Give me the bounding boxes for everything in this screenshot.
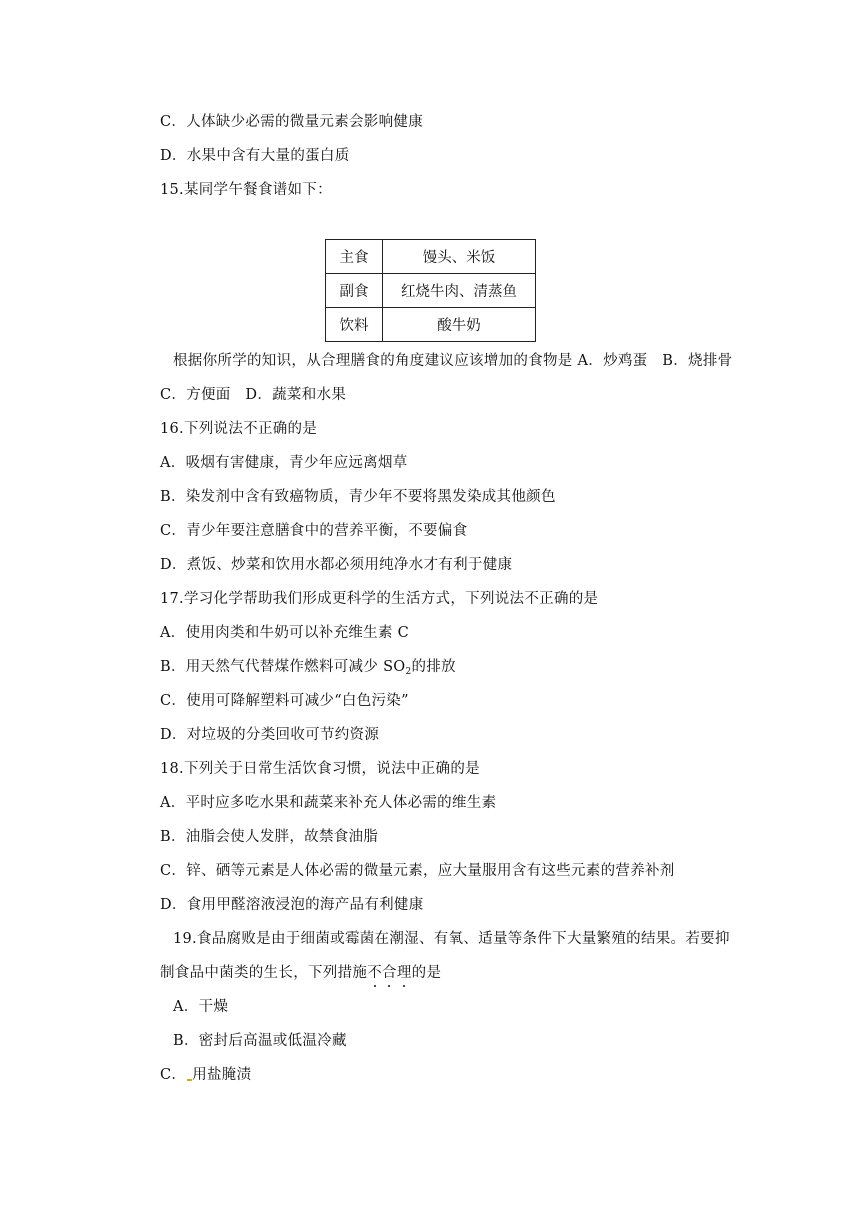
q14-option-d: D．水果中含有大量的蛋白质 xyxy=(160,148,350,164)
q16-option-c: C．青少年要注意膳食中的营养平衡，不要偏食 xyxy=(160,523,468,539)
menu-value: 红烧牛肉、清蒸鱼 xyxy=(383,274,536,308)
q19-option-b: B．密封后高温或低温冷藏 xyxy=(173,1033,347,1049)
q17-option-d: D．对垃圾的分类回收可节约资源 xyxy=(160,727,380,743)
q19-stem-text: 制食品中菌类的生长，下列措施 xyxy=(160,965,368,981)
menu-key: 饮料 xyxy=(326,308,383,342)
emphasis-char: 合 xyxy=(382,965,397,981)
q18-option-d: D．食用甲醛溶液浸泡的海产品有利健康 xyxy=(160,897,424,913)
q17-option-b-tail: 的排放 xyxy=(411,659,456,675)
table-row xyxy=(326,240,536,274)
q17-stem: 17.学习化学帮助我们形成更科学的生活方式，下列说法不正确的是 xyxy=(160,591,599,607)
q19-option-a: A．干燥 xyxy=(173,999,229,1015)
q19-stem-tail: 的是 xyxy=(411,965,442,981)
q19-option-c-text: 用盐腌渍 xyxy=(192,1067,252,1083)
q19-option-c xyxy=(160,1066,251,1084)
q16-stem: 16.下列说法不正确的是 xyxy=(160,421,318,437)
q17-option-a: A．使用肉类和牛奶可以补充维生素 C xyxy=(160,625,410,641)
q15-question: 根据你所学的知识，从合理膳食的角度建议应该增加的食物是 A．炒鸡蛋 B．烧排骨 xyxy=(173,353,733,369)
q15-stem: 15.某同学午餐食谱如下： xyxy=(160,182,332,198)
q18-option-a: A．平时应多吃水果和蔬菜来补充人体必需的维生素 xyxy=(160,795,497,811)
q18-stem: 18.下列关于日常生活饮食习惯，说法中正确的是 xyxy=(160,761,480,777)
q15-options-cd: C．方便面 D．蔬菜和水果 xyxy=(160,387,347,403)
q16-option-d: D．煮饭、炒菜和饮用水都必须用纯净水才有利于健康 xyxy=(160,557,513,573)
q18-option-b: B．油脂会使人发胖，故禁食油脂 xyxy=(160,829,379,845)
q14-option-c: C．人体缺少必需的微量元素会影响健康 xyxy=(160,114,423,130)
q19-stem-line1: 19.食品腐败是由于细菌或霉菌在潮湿、有氧、适量等条件下大量繁殖的结果。若要抑 xyxy=(173,931,730,947)
q17-option-b xyxy=(160,658,456,681)
menu-value: 馒头、米饭 xyxy=(383,240,536,274)
q16-option-b: B．染发剂中含有致癌物质，青少年不要将黑发染成其他颜色 xyxy=(160,489,556,505)
q19-stem-line2 xyxy=(160,964,441,982)
option-letter: C． xyxy=(160,1067,187,1083)
q18-option-c: C．锌、硒等元素是人体必需的微量元素，应大量服用含有这些元素的营养补剂 xyxy=(160,863,675,879)
lunch-menu-table xyxy=(325,239,536,342)
table-row xyxy=(326,274,536,308)
emphasis-char: 不 xyxy=(367,965,383,981)
menu-key: 主食 xyxy=(326,240,383,274)
q17-option-c: C．使用可降解塑料可减少“白色污染” xyxy=(160,693,409,709)
q17-option-b-text: B．用天然气代替煤作燃料可减少 SO xyxy=(160,659,406,675)
menu-key: 副食 xyxy=(326,274,383,308)
subscript: 2 xyxy=(405,667,412,677)
q16-option-a: A．吸烟有害健康，青少年应远离烟草 xyxy=(160,455,408,471)
emphasis-char: 理 xyxy=(396,965,412,981)
table-row xyxy=(326,308,536,342)
menu-value: 酸牛奶 xyxy=(383,308,536,342)
